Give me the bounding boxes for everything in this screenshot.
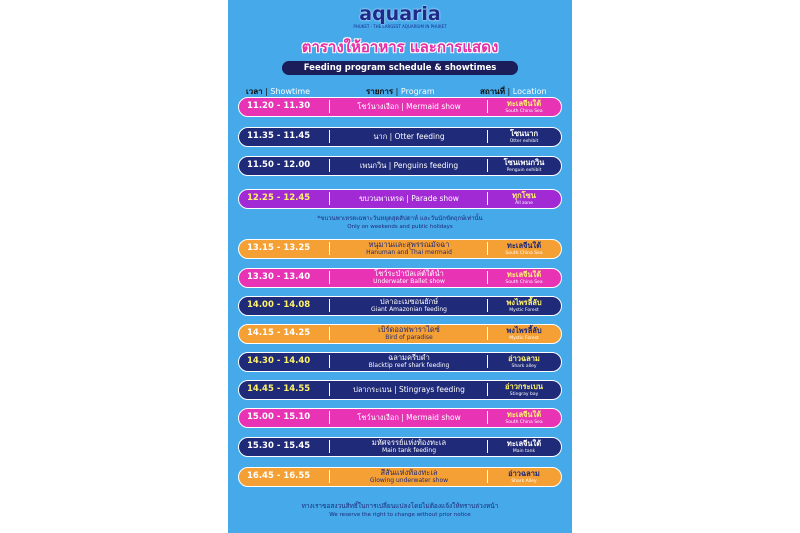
location: [489, 191, 559, 207]
column-divider: [487, 159, 488, 172]
showtime: 15.30 - 15.45: [247, 441, 311, 451]
location-english: South China Sea: [505, 109, 543, 114]
location-thai: พงไพรลี้ลับ: [506, 326, 542, 335]
location-thai: ทะเลจีนใต้: [506, 241, 542, 250]
location-english: South China Sea: [505, 420, 543, 425]
location-english: Mystic Forest: [509, 336, 539, 341]
location-thai: ทะเลจีนใต้: [506, 270, 542, 279]
column-divider: [487, 299, 488, 312]
column-divider: [487, 242, 488, 255]
showtime: 12.25 - 12.45: [247, 193, 311, 203]
footer-disclaimer: [228, 502, 572, 519]
schedule-row: [238, 239, 562, 259]
column-divider: [487, 440, 488, 453]
note-thai: *ขบวนพาเหรดเฉพาะวันหยุดสุดสัปดาห์ และวันนักขัตฤกษ์เท่านั้น: [317, 215, 483, 222]
column-divider: [329, 299, 330, 312]
column-divider: [329, 242, 330, 255]
showtime: 13.15 - 13.25: [247, 243, 311, 253]
schedule-row: [238, 97, 562, 117]
location-english: Stingray bay: [509, 392, 539, 397]
schedule-row: [238, 467, 562, 487]
column-divider: [329, 192, 330, 205]
location: [489, 129, 559, 145]
location: [489, 410, 559, 426]
program-name: [331, 297, 487, 313]
showtime: 14.45 - 14.55: [247, 384, 311, 394]
header-location: [480, 87, 547, 97]
location-thai: อ่าวฉลาม: [508, 469, 540, 478]
column-divider: [487, 327, 488, 340]
column-divider: [487, 411, 488, 424]
schedule-row: [238, 189, 562, 209]
program-thai: ฉลามครีบดำ: [388, 353, 430, 362]
column-divider: [487, 130, 488, 143]
location: [489, 158, 559, 174]
title-thai: ตารางให้อาหาร และการแสดง: [301, 38, 499, 56]
location-english: All zone: [515, 201, 533, 206]
showtime: 14.30 - 14.40: [247, 356, 311, 366]
column-divider: [487, 383, 488, 396]
location-thai: โซนนาก: [509, 129, 539, 138]
program-english: Bird of paradise: [385, 334, 433, 341]
location: [489, 354, 559, 370]
location-english: Mystic Forest: [509, 308, 539, 313]
header-loc-th: สถานที่: [480, 87, 505, 96]
column-divider: [329, 440, 330, 453]
program-english: Underwater Ballet show: [373, 278, 445, 285]
showtime: 11.50 - 12.00: [247, 160, 311, 170]
column-divider: [329, 271, 330, 284]
program-name: โชว์นางเงือก | Mermaid show: [357, 102, 461, 111]
column-divider: [329, 327, 330, 340]
location-english: Penguin exhibit: [506, 168, 542, 173]
location-thai: อ่าวกระเบน: [505, 382, 543, 391]
location-english: South China Sea: [505, 280, 543, 285]
header-time-en: Showtime: [270, 87, 311, 96]
program-name: [331, 468, 487, 484]
column-divider: [487, 470, 488, 483]
note-english: Only on weekends and public holidays: [347, 224, 453, 230]
column-divider: [329, 411, 330, 424]
program-name: [331, 325, 487, 341]
column-divider: [329, 355, 330, 368]
header-prog-en: Program: [400, 87, 435, 96]
program-thai: สีสันแห่งท้องทะเล: [380, 468, 438, 477]
location-english: Otter exhibit: [509, 139, 539, 144]
location-english: South China Sea: [505, 251, 543, 256]
program-thai: เบิร์ดออฟพาราไดซ์: [378, 325, 440, 334]
location: [489, 382, 559, 398]
showtime: 11.20 - 11.30: [247, 101, 311, 111]
header-prog-th: รายการ: [366, 87, 394, 96]
location: [489, 99, 559, 115]
location-english: Main tank: [512, 449, 536, 454]
showtime: 13.30 - 13.40: [247, 272, 311, 282]
parade-note: [228, 215, 572, 231]
header-loc-en: Location: [512, 87, 547, 96]
program-name: ปลากระเบน | Stingrays feeding: [353, 385, 465, 394]
schedule-row: [238, 127, 562, 147]
location: [489, 298, 559, 314]
header-showtime: [246, 87, 310, 97]
column-divider: [329, 159, 330, 172]
column-divider: [487, 100, 488, 113]
program-name: โชว์นางเงือก | Mermaid show: [357, 413, 461, 422]
showtime: 14.00 - 14.08: [247, 300, 311, 310]
header-sep: |: [262, 87, 271, 96]
aquaria-logo: [228, 4, 572, 29]
program-name: นาก | Otter feeding: [373, 132, 445, 141]
location: [489, 270, 559, 286]
showtime: 15.00 - 15.10: [247, 412, 311, 422]
header-time-th: เวลา: [246, 87, 263, 96]
logo-wordmark: aquaria: [359, 3, 441, 25]
column-divider: [487, 271, 488, 284]
column-divider: [487, 192, 488, 205]
location-thai: พงไพรลี้ลับ: [506, 298, 542, 307]
location: [489, 326, 559, 342]
location: [489, 241, 559, 257]
location-english: Shark alley: [511, 364, 537, 369]
program-name: [331, 438, 487, 454]
schedule-row: [238, 268, 562, 288]
showtime: 16.45 - 16.55: [247, 471, 311, 481]
program-english: Blacktip reef shark feeding: [368, 362, 450, 369]
program-thai: ปลาอะเมซอนยักษ์: [379, 297, 439, 306]
column-divider: [329, 383, 330, 396]
header-sep: |: [393, 87, 401, 96]
schedule-poster: [228, 0, 572, 533]
program-thai: มหัศจรรย์แห่งท้องทะเล: [371, 438, 447, 447]
schedule-row: [238, 380, 562, 400]
schedule-row: [238, 408, 562, 428]
program-name: [331, 240, 487, 256]
program-english: Giant Amazonian feeding: [371, 306, 447, 313]
column-divider: [487, 355, 488, 368]
footer-english: We reserve the right to change without prior notice: [329, 512, 471, 518]
program-name: เพนกวิน | Penguins feeding: [359, 161, 459, 170]
program-name: [331, 269, 487, 285]
schedule-row: [238, 352, 562, 372]
program-english: Main tank feeding: [381, 447, 437, 454]
location-thai: ทะเลจีนใต้: [506, 439, 542, 448]
program-name: [331, 353, 487, 369]
program-thai: หนุมานและสุพรรณมัจฉา: [368, 240, 450, 249]
schedule-row: [238, 437, 562, 457]
location-thai: ทะเลจีนใต้: [506, 410, 542, 419]
schedule-row: [238, 324, 562, 344]
showtime: 14.15 - 14.25: [247, 328, 311, 338]
column-divider: [329, 470, 330, 483]
showtime: 11.35 - 11.45: [247, 131, 311, 141]
header-sep: |: [504, 87, 513, 96]
location-thai: ทุกโซน: [512, 191, 536, 200]
program-thai: โชว์ระบำบัลเล่ต์ใต้น้ำ: [374, 269, 444, 278]
location-thai: โซนเพนกวิน: [503, 158, 545, 167]
footer-thai: ทางเราขอสงวนสิทธิ์ในการเปลี่ยนแปลงโดยไม่ต้องแจ้งให้ทราบล่วงหน้า: [301, 502, 499, 510]
program-english: Hanuman and Thai mermaid: [366, 249, 452, 256]
program-name: ขบวนพาเหรด | Parade show: [359, 194, 459, 203]
schedule-row: [238, 296, 562, 316]
column-divider: [329, 130, 330, 143]
location: [489, 469, 559, 485]
schedule-row: [238, 156, 562, 176]
logo-tagline: PHUKET · THE LARGEST AQUARIUM IN PHUKET: [353, 24, 447, 29]
title-english: Feeding program schedule & showtimes: [282, 61, 518, 75]
column-divider: [329, 100, 330, 113]
header-program: [366, 87, 435, 97]
program-english: Glowing underwater show: [369, 477, 449, 484]
location: [489, 439, 559, 455]
location-english: Shark Alley: [511, 479, 537, 484]
location-thai: ทะเลจีนใต้: [506, 99, 542, 108]
location-thai: อ่าวฉลาม: [508, 354, 540, 363]
